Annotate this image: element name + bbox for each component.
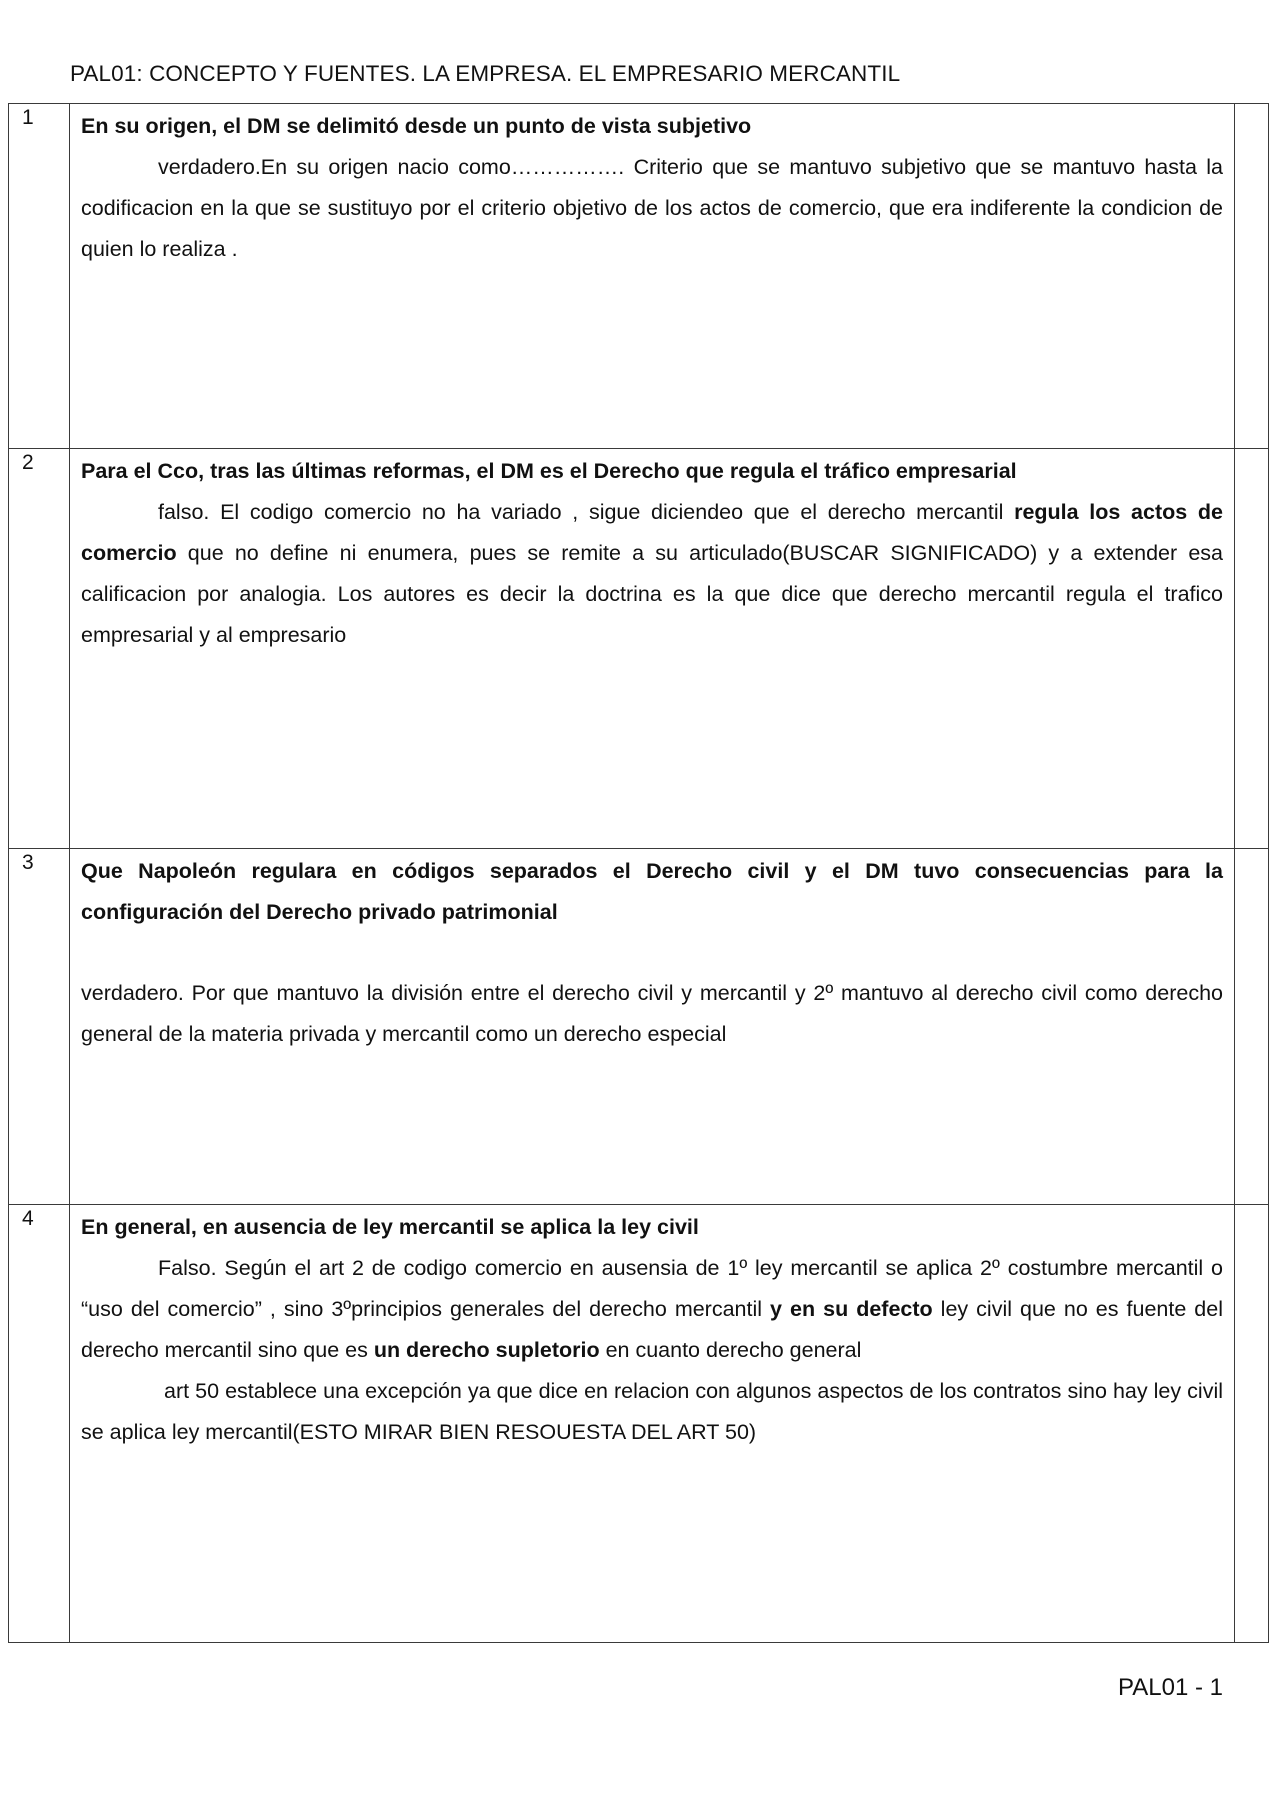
question-statement: Que Napoleón regulara en códigos separados el Derecho civil y el DM tuvo consecuencias para la configuración del Derecho privado patrimonial bbox=[81, 859, 1223, 924]
answer-segment: falso. El codigo comercio no ha variado , sigue diciendeo que el derecho mercantil bbox=[158, 500, 1015, 524]
page-number: PAL01 - 1 bbox=[1118, 1674, 1223, 1701]
answer-segment: en cuanto derecho general bbox=[599, 1338, 862, 1362]
mark-cell bbox=[1235, 849, 1269, 1205]
question-body bbox=[70, 849, 1235, 1205]
mark-cell bbox=[1235, 449, 1269, 849]
answer-segment: ley civil que no es fuente del derecho mercantil sino que es bbox=[81, 1297, 1223, 1362]
question-body bbox=[70, 1205, 1235, 1643]
question-body bbox=[70, 449, 1235, 849]
answer-text-continued: art 50 establece una excepción ya que dice en relacion con algunos aspectos de los contratos sino hay ley civil se aplica ley mercantil(ESTO MIRAR BIEN RESOUESTA DEL ART 50) bbox=[81, 1379, 1223, 1444]
question-body bbox=[70, 104, 1235, 449]
question-row-4 bbox=[9, 1205, 1269, 1643]
question-number: 2 bbox=[9, 449, 70, 849]
document-header: PAL01: CONCEPTO Y FUENTES. LA EMPRESA. EL EMPRESARIO MERCANTIL bbox=[70, 61, 901, 86]
answer-emphasis: regula los actos de comercio bbox=[81, 500, 1223, 565]
answer-emphasis: un derecho supletorio bbox=[373, 1338, 600, 1362]
answer-emphasis: y en su defecto bbox=[770, 1297, 933, 1321]
question-row-1 bbox=[9, 104, 1269, 449]
answer-segment: que no define ni enumera, pues se remite a su articulado(BUSCAR SIGNIFICADO) y a extender esa calificacion por analogia. Los autores es decir la doctrina es la que dice que derecho mercantil regula el trafico empresarial y al empresario bbox=[81, 541, 1223, 647]
question-number: 1 bbox=[9, 104, 70, 449]
mark-cell bbox=[1235, 104, 1269, 449]
answer-text bbox=[81, 492, 1223, 656]
questions-table bbox=[8, 103, 1269, 1643]
question-statement: En su origen, el DM se delimitó desde un punto de vista subjetivo bbox=[81, 114, 752, 138]
mark-cell bbox=[1235, 1205, 1269, 1643]
question-row-2 bbox=[9, 449, 1269, 849]
question-number: 4 bbox=[9, 1205, 70, 1643]
answer-segment: Falso. Según el art 2 de codigo comercio en ausensia de 1º ley mercantil se aplica 2º costumbre mercantil o “uso del comercio” , sino 3ºprincipios generales del derecho mercantil bbox=[81, 1256, 1223, 1321]
question-row-3 bbox=[9, 849, 1269, 1205]
question-number: 3 bbox=[9, 849, 70, 1205]
answer-text: verdadero.En su origen nacio como……………. Criterio que se mantuvo subjetivo que se mantuvo hasta la codificacion en la que se sustituyo por el criterio objetivo de los actos de comercio, que era indiferente la condicion de quien lo realiza . bbox=[81, 155, 1223, 261]
answer-text bbox=[81, 1248, 1223, 1371]
answer-text: verdadero. Por que mantuvo la división entre el derecho civil y mercantil y 2º mantuvo al derecho civil como derecho general de la materia privada y mercantil como un derecho especial bbox=[81, 981, 1223, 1046]
question-statement: Para el Cco, tras las últimas reformas, el DM es el Derecho que regula el tráfico empresarial bbox=[81, 459, 1017, 483]
question-statement: En general, en ausencia de ley mercantil se aplica la ley civil bbox=[81, 1215, 699, 1239]
